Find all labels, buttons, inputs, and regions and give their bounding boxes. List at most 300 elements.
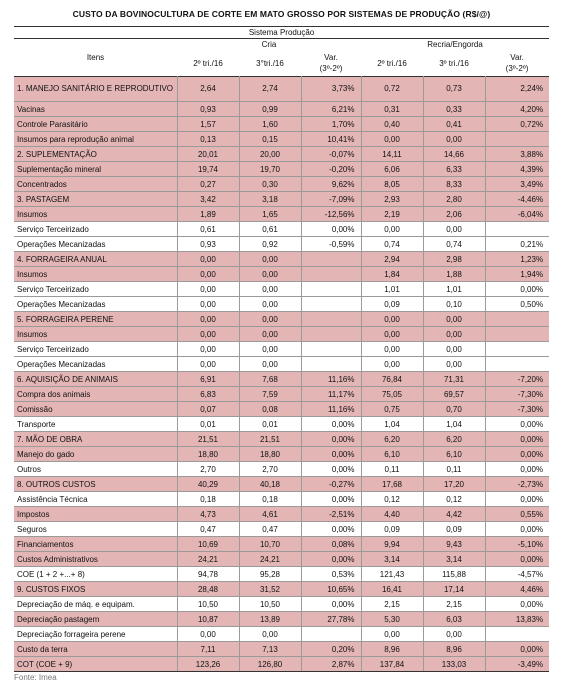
variation-cell: 0,00% bbox=[301, 462, 361, 477]
value-cell: 2,70 bbox=[239, 462, 301, 477]
variation-cell: 2,24% bbox=[485, 77, 549, 102]
variation-cell bbox=[301, 282, 361, 297]
variation-cell: 4,20% bbox=[485, 102, 549, 117]
value-cell: 0,00 bbox=[177, 267, 239, 282]
variation-cell: 10,65% bbox=[301, 582, 361, 597]
value-cell: 0,47 bbox=[239, 522, 301, 537]
row-label: Comissão bbox=[14, 402, 177, 417]
value-cell: 0,00 bbox=[239, 357, 301, 372]
value-cell: 1,65 bbox=[239, 207, 301, 222]
value-cell: 10,50 bbox=[177, 597, 239, 612]
table-row bbox=[14, 117, 549, 132]
variation-cell: 0,00% bbox=[301, 432, 361, 447]
value-cell: 0,00 bbox=[423, 312, 485, 327]
variation-cell: -0,27% bbox=[301, 477, 361, 492]
table-body bbox=[14, 77, 549, 672]
row-label: Insumos bbox=[14, 327, 177, 342]
value-cell: 16,41 bbox=[361, 582, 423, 597]
value-cell: 3,18 bbox=[239, 192, 301, 207]
variation-cell: 0,00% bbox=[301, 447, 361, 462]
table-row bbox=[14, 522, 549, 537]
cria-header: Cria bbox=[261, 40, 277, 49]
value-cell: 0,47 bbox=[177, 522, 239, 537]
variation-cell: 0,72% bbox=[485, 117, 549, 132]
variation-cell: 0,00% bbox=[301, 522, 361, 537]
value-cell: 0,40 bbox=[361, 117, 423, 132]
variation-cell: 0,50% bbox=[485, 297, 549, 312]
table-row bbox=[14, 147, 549, 162]
col-header-var bbox=[485, 50, 549, 77]
value-cell: 3,14 bbox=[361, 552, 423, 567]
value-cell: 2,74 bbox=[239, 77, 301, 102]
value-cell: 0,74 bbox=[423, 237, 485, 252]
table-row bbox=[14, 177, 549, 192]
row-label: Serviço Terceirizado bbox=[14, 222, 177, 237]
value-cell: 3,14 bbox=[423, 552, 485, 567]
value-cell: 0,01 bbox=[239, 417, 301, 432]
value-cell: 0,00 bbox=[423, 342, 485, 357]
value-cell: 0,11 bbox=[423, 462, 485, 477]
source-note: Fonte: Imea bbox=[14, 673, 57, 682]
variation-cell: 0,00% bbox=[485, 447, 549, 462]
variation-cell bbox=[485, 627, 549, 642]
value-cell: 1,88 bbox=[423, 267, 485, 282]
value-cell: 1,01 bbox=[423, 282, 485, 297]
variation-cell: -6,04% bbox=[485, 207, 549, 222]
table-row bbox=[14, 597, 549, 612]
row-label: Financiamentos bbox=[14, 537, 177, 552]
value-cell: 17,20 bbox=[423, 477, 485, 492]
row-label: Seguros bbox=[14, 522, 177, 537]
value-cell: 9,94 bbox=[361, 537, 423, 552]
value-cell: 0,73 bbox=[423, 77, 485, 102]
recria-header: Recria/Engorda bbox=[427, 40, 483, 49]
value-cell: 13,89 bbox=[239, 612, 301, 627]
value-cell: 6,83 bbox=[177, 387, 239, 402]
header-system-row bbox=[14, 27, 549, 39]
variation-cell: 1,94% bbox=[485, 267, 549, 282]
value-cell: 28,48 bbox=[177, 582, 239, 597]
value-cell: 0,31 bbox=[361, 102, 423, 117]
value-cell: 0,00 bbox=[177, 327, 239, 342]
variation-cell: 3,88% bbox=[485, 147, 549, 162]
value-cell: 0,00 bbox=[177, 627, 239, 642]
variation-cell: -7,09% bbox=[301, 192, 361, 207]
variation-cell: 0,53% bbox=[301, 567, 361, 582]
table-row bbox=[14, 252, 549, 267]
variation-cell: 11,16% bbox=[301, 402, 361, 417]
value-cell: 2,15 bbox=[423, 597, 485, 612]
value-cell: 0,07 bbox=[177, 402, 239, 417]
variation-cell: 3,49% bbox=[485, 177, 549, 192]
variation-cell: 0,00% bbox=[485, 432, 549, 447]
variation-cell: 0,08% bbox=[301, 537, 361, 552]
value-cell: 0,00 bbox=[361, 222, 423, 237]
value-cell: 20,00 bbox=[239, 147, 301, 162]
value-cell: 0,00 bbox=[177, 297, 239, 312]
table-row bbox=[14, 327, 549, 342]
row-label: Custos Administrativos bbox=[14, 552, 177, 567]
row-label: 3. PASTAGEM bbox=[14, 192, 177, 207]
value-cell: 7,11 bbox=[177, 642, 239, 657]
value-cell: 0,09 bbox=[423, 522, 485, 537]
value-cell: 6,06 bbox=[361, 162, 423, 177]
variation-cell: 0,21% bbox=[485, 237, 549, 252]
value-cell: 2,93 bbox=[361, 192, 423, 207]
variation-cell: -7,30% bbox=[485, 387, 549, 402]
value-cell: 0,00 bbox=[361, 327, 423, 342]
variation-cell bbox=[301, 627, 361, 642]
variation-cell: 9,62% bbox=[301, 177, 361, 192]
value-cell: 9,43 bbox=[423, 537, 485, 552]
table-row bbox=[14, 77, 549, 102]
table-row bbox=[14, 372, 549, 387]
value-cell: 1,89 bbox=[177, 207, 239, 222]
variation-cell: -7,20% bbox=[485, 372, 549, 387]
row-label: Insumos para reprodução animal bbox=[14, 132, 177, 147]
value-cell: 0,00 bbox=[361, 132, 423, 147]
value-cell: 7,13 bbox=[239, 642, 301, 657]
variation-cell: -2,51% bbox=[301, 507, 361, 522]
variation-cell: -4,57% bbox=[485, 567, 549, 582]
table-row bbox=[14, 462, 549, 477]
value-cell: 95,28 bbox=[239, 567, 301, 582]
table-row bbox=[14, 297, 549, 312]
value-cell: 2,19 bbox=[361, 207, 423, 222]
value-cell: 19,74 bbox=[177, 162, 239, 177]
value-cell: 6,20 bbox=[423, 432, 485, 447]
value-cell: 123,26 bbox=[177, 657, 239, 672]
value-cell: 0,41 bbox=[423, 117, 485, 132]
value-cell: 2,06 bbox=[423, 207, 485, 222]
row-label: Operações Mecanizadas bbox=[14, 297, 177, 312]
value-cell: 0,74 bbox=[361, 237, 423, 252]
value-cell: 31,52 bbox=[239, 582, 301, 597]
table-row bbox=[14, 627, 549, 642]
value-cell: 0,00 bbox=[423, 357, 485, 372]
table-row bbox=[14, 357, 549, 372]
value-cell: 126,80 bbox=[239, 657, 301, 672]
system-header: Sistema Produção bbox=[14, 27, 549, 39]
value-cell: 0,00 bbox=[361, 312, 423, 327]
row-label: Transporte bbox=[14, 417, 177, 432]
table-row bbox=[14, 282, 549, 297]
variation-cell bbox=[301, 252, 361, 267]
row-label: 9. CUSTOS FIXOS bbox=[14, 582, 177, 597]
value-cell: 0,61 bbox=[177, 222, 239, 237]
value-cell: 2,98 bbox=[423, 252, 485, 267]
value-cell: 1,04 bbox=[361, 417, 423, 432]
row-label: 5. FORRAGEIRA PERENE bbox=[14, 312, 177, 327]
table-row bbox=[14, 477, 549, 492]
value-cell: 0,30 bbox=[239, 177, 301, 192]
value-cell: 0,09 bbox=[361, 522, 423, 537]
variation-cell bbox=[301, 297, 361, 312]
header-group-row bbox=[14, 39, 549, 51]
row-label: 6. AQUISIÇÃO DE ANIMAIS bbox=[14, 372, 177, 387]
value-cell: 0,18 bbox=[177, 492, 239, 507]
value-cell: 2,94 bbox=[361, 252, 423, 267]
row-label: Custo da terra bbox=[14, 642, 177, 657]
value-cell: 0,33 bbox=[423, 102, 485, 117]
table-row bbox=[14, 657, 549, 672]
value-cell: 0,99 bbox=[239, 102, 301, 117]
variation-cell: 0,00% bbox=[485, 597, 549, 612]
value-cell: 7,59 bbox=[239, 387, 301, 402]
variation-cell: 0,00% bbox=[485, 417, 549, 432]
row-label: Manejo do gado bbox=[14, 447, 177, 462]
cost-table bbox=[14, 26, 549, 672]
value-cell: 14,11 bbox=[361, 147, 423, 162]
row-label: COT (COE + 9) bbox=[14, 657, 177, 672]
variation-cell: 0,00% bbox=[485, 462, 549, 477]
value-cell: 19,70 bbox=[239, 162, 301, 177]
table-row bbox=[14, 552, 549, 567]
value-cell: 8,96 bbox=[423, 642, 485, 657]
value-cell: 0,00 bbox=[423, 627, 485, 642]
variation-cell bbox=[301, 312, 361, 327]
table-row bbox=[14, 102, 549, 117]
table-row bbox=[14, 387, 549, 402]
variation-cell: -5,10% bbox=[485, 537, 549, 552]
value-cell: 0,12 bbox=[423, 492, 485, 507]
table-row bbox=[14, 342, 549, 357]
value-cell: 0,08 bbox=[239, 402, 301, 417]
row-label: Serviço Terceirizado bbox=[14, 342, 177, 357]
variation-cell: 6,21% bbox=[301, 102, 361, 117]
value-cell: 21,51 bbox=[239, 432, 301, 447]
table-row bbox=[14, 612, 549, 627]
value-cell: 0,00 bbox=[177, 357, 239, 372]
value-cell: 0,00 bbox=[423, 327, 485, 342]
variation-cell bbox=[301, 327, 361, 342]
variation-cell: 0,00% bbox=[485, 282, 549, 297]
value-cell: 0,70 bbox=[423, 402, 485, 417]
row-label: Impostos bbox=[14, 507, 177, 522]
value-cell: 137,84 bbox=[361, 657, 423, 672]
value-cell: 8,96 bbox=[361, 642, 423, 657]
table-row bbox=[14, 447, 549, 462]
col-header: 3°tri./16 bbox=[256, 58, 284, 68]
value-cell: 0,00 bbox=[239, 297, 301, 312]
row-label: Serviço Terceirizado bbox=[14, 282, 177, 297]
variation-cell: -4,46% bbox=[485, 192, 549, 207]
value-cell: 0,00 bbox=[177, 252, 239, 267]
value-cell: 17,14 bbox=[423, 582, 485, 597]
value-cell: 4,61 bbox=[239, 507, 301, 522]
table-row bbox=[14, 192, 549, 207]
value-cell: 0,00 bbox=[239, 267, 301, 282]
variation-cell: -0,20% bbox=[301, 162, 361, 177]
value-cell: 75,05 bbox=[361, 387, 423, 402]
variation-cell: 11,16% bbox=[301, 372, 361, 387]
variation-cell: -2,73% bbox=[485, 477, 549, 492]
value-cell: 0,11 bbox=[361, 462, 423, 477]
value-cell: 0,93 bbox=[177, 237, 239, 252]
value-cell: 0,00 bbox=[239, 342, 301, 357]
variation-cell: 0,00% bbox=[301, 417, 361, 432]
value-cell: 0,12 bbox=[361, 492, 423, 507]
value-cell: 2,70 bbox=[177, 462, 239, 477]
value-cell: 0,09 bbox=[361, 297, 423, 312]
table-row bbox=[14, 222, 549, 237]
value-cell: 1,84 bbox=[361, 267, 423, 282]
row-label: Operações Mecanizadas bbox=[14, 357, 177, 372]
variation-cell: 0,00% bbox=[485, 642, 549, 657]
value-cell: 4,42 bbox=[423, 507, 485, 522]
value-cell: 24,21 bbox=[239, 552, 301, 567]
var-label: Var. bbox=[324, 53, 338, 62]
table-row bbox=[14, 312, 549, 327]
value-cell: 8,33 bbox=[423, 177, 485, 192]
value-cell: 0,10 bbox=[423, 297, 485, 312]
row-label: Depreciação pastagem bbox=[14, 612, 177, 627]
value-cell: 6,91 bbox=[177, 372, 239, 387]
value-cell: 6,33 bbox=[423, 162, 485, 177]
value-cell: 0,61 bbox=[239, 222, 301, 237]
value-cell: 2,15 bbox=[361, 597, 423, 612]
table-row bbox=[14, 417, 549, 432]
row-label: Compra dos animais bbox=[14, 387, 177, 402]
value-cell: 3,42 bbox=[177, 192, 239, 207]
row-label: 1. MANEJO SANITÁRIO E REPRODUTIVO bbox=[14, 77, 177, 102]
row-label: 8. OUTROS CUSTOS bbox=[14, 477, 177, 492]
value-cell: 0,92 bbox=[239, 237, 301, 252]
value-cell: 18,80 bbox=[177, 447, 239, 462]
value-cell: 10,69 bbox=[177, 537, 239, 552]
row-label: Insumos bbox=[14, 207, 177, 222]
items-header: Itens bbox=[86, 53, 105, 62]
table-row bbox=[14, 582, 549, 597]
variation-cell: 0,00% bbox=[301, 222, 361, 237]
variation-cell: 27,78% bbox=[301, 612, 361, 627]
var-label: Var. bbox=[510, 53, 524, 62]
value-cell: 69,57 bbox=[423, 387, 485, 402]
table-row bbox=[14, 267, 549, 282]
row-label: Assistência Técnica bbox=[14, 492, 177, 507]
value-cell: 115,88 bbox=[423, 567, 485, 582]
variation-cell bbox=[485, 327, 549, 342]
variation-cell: 0,20% bbox=[301, 642, 361, 657]
table-row bbox=[14, 432, 549, 447]
value-cell: 4,40 bbox=[361, 507, 423, 522]
value-cell: 4,73 bbox=[177, 507, 239, 522]
variation-cell: 3,73% bbox=[301, 77, 361, 102]
variation-cell: 2,87% bbox=[301, 657, 361, 672]
value-cell: 0,18 bbox=[239, 492, 301, 507]
table-row bbox=[14, 492, 549, 507]
value-cell: 0,00 bbox=[177, 342, 239, 357]
row-label: Depreciação forrageira perene bbox=[14, 627, 177, 642]
row-label: COE (1 + 2 +...+ 8) bbox=[14, 567, 177, 582]
variation-cell: 1,23% bbox=[485, 252, 549, 267]
value-cell: 0,00 bbox=[239, 252, 301, 267]
value-cell: 0,00 bbox=[239, 282, 301, 297]
variation-cell: -7,30% bbox=[485, 402, 549, 417]
value-cell: 2,80 bbox=[423, 192, 485, 207]
value-cell: 0,75 bbox=[361, 402, 423, 417]
value-cell: 21,51 bbox=[177, 432, 239, 447]
value-cell: 10,70 bbox=[239, 537, 301, 552]
row-label: Outros bbox=[14, 462, 177, 477]
value-cell: 0,27 bbox=[177, 177, 239, 192]
value-cell: 6,10 bbox=[361, 447, 423, 462]
value-cell: 0,00 bbox=[177, 282, 239, 297]
variation-cell: -12,56% bbox=[301, 207, 361, 222]
value-cell: 0,13 bbox=[177, 132, 239, 147]
row-label: 7. MÃO DE OBRA bbox=[14, 432, 177, 447]
value-cell: 0,00 bbox=[361, 342, 423, 357]
value-cell: 0,00 bbox=[361, 357, 423, 372]
value-cell: 0,00 bbox=[177, 312, 239, 327]
row-label: 2. SUPLEMENTAÇÃO bbox=[14, 147, 177, 162]
table-title: CUSTO DA BOVINOCULTURA DE CORTE EM MATO GROSSO POR SISTEMAS DE PRODUÇÃO (R$/@) bbox=[72, 9, 491, 19]
variation-cell bbox=[485, 342, 549, 357]
variation-cell: 0,00% bbox=[301, 492, 361, 507]
value-cell: 0,00 bbox=[239, 312, 301, 327]
variation-cell: -3,49% bbox=[485, 657, 549, 672]
value-cell: 0,72 bbox=[361, 77, 423, 102]
row-label: 4. FORRAGEIRA ANUAL bbox=[14, 252, 177, 267]
value-cell: 76,84 bbox=[361, 372, 423, 387]
variation-cell bbox=[485, 132, 549, 147]
variation-cell: 13,83% bbox=[485, 612, 549, 627]
value-cell: 0,00 bbox=[423, 132, 485, 147]
table-row bbox=[14, 207, 549, 222]
value-cell: 40,18 bbox=[239, 477, 301, 492]
variation-cell: 1,70% bbox=[301, 117, 361, 132]
value-cell: 0,00 bbox=[239, 627, 301, 642]
value-cell: 6,10 bbox=[423, 447, 485, 462]
value-cell: 0,00 bbox=[361, 627, 423, 642]
value-cell: 5,30 bbox=[361, 612, 423, 627]
row-label: Controle Parasitário bbox=[14, 117, 177, 132]
value-cell: 1,01 bbox=[361, 282, 423, 297]
table-row bbox=[14, 642, 549, 657]
value-cell: 14,66 bbox=[423, 147, 485, 162]
value-cell: 18,80 bbox=[239, 447, 301, 462]
value-cell: 0,01 bbox=[177, 417, 239, 432]
value-cell: 6,03 bbox=[423, 612, 485, 627]
variation-cell: -0,07% bbox=[301, 147, 361, 162]
value-cell: 121,43 bbox=[361, 567, 423, 582]
variation-cell bbox=[301, 357, 361, 372]
value-cell: 0,93 bbox=[177, 102, 239, 117]
value-cell: 133,03 bbox=[423, 657, 485, 672]
value-cell: 1,04 bbox=[423, 417, 485, 432]
variation-cell: 0,00% bbox=[485, 522, 549, 537]
table-row bbox=[14, 402, 549, 417]
variation-cell bbox=[485, 312, 549, 327]
variation-cell bbox=[485, 357, 549, 372]
variation-cell: 4,39% bbox=[485, 162, 549, 177]
variation-cell: 0,00% bbox=[301, 597, 361, 612]
col-header: 3º tri./16 bbox=[439, 58, 469, 68]
value-cell: 20,01 bbox=[177, 147, 239, 162]
value-cell: 0,15 bbox=[239, 132, 301, 147]
variation-cell: 4,46% bbox=[485, 582, 549, 597]
col-header-var bbox=[301, 50, 361, 77]
value-cell: 1,57 bbox=[177, 117, 239, 132]
value-cell: 10,87 bbox=[177, 612, 239, 627]
table-row bbox=[14, 537, 549, 552]
variation-cell: 0,00% bbox=[485, 552, 549, 567]
value-cell: 2,64 bbox=[177, 77, 239, 102]
value-cell: 7,68 bbox=[239, 372, 301, 387]
table-row bbox=[14, 162, 549, 177]
var-sub-label: (3º-2º) bbox=[505, 64, 529, 73]
value-cell: 24,21 bbox=[177, 552, 239, 567]
